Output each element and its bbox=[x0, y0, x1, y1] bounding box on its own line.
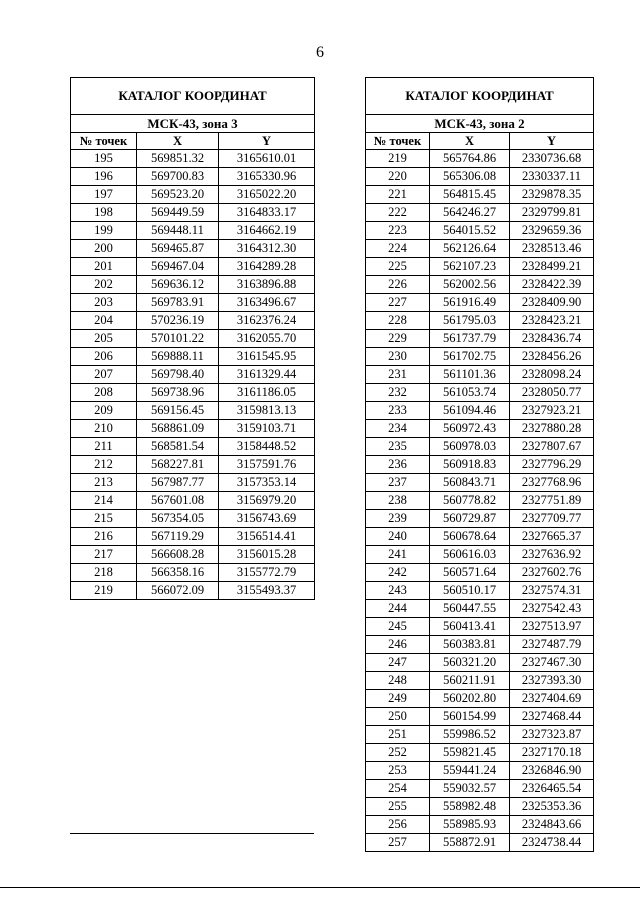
x-coordinate-cell: 560447.55 bbox=[430, 600, 510, 618]
x-coordinate-cell: 560978.03 bbox=[430, 438, 510, 456]
y-coordinate-cell: 2326465.54 bbox=[510, 780, 594, 798]
table-row bbox=[366, 330, 594, 348]
y-coordinate-cell: 2327513.97 bbox=[510, 618, 594, 636]
table-row bbox=[366, 510, 594, 528]
y-coordinate-cell: 3163496.67 bbox=[219, 294, 315, 312]
table-row bbox=[71, 222, 315, 240]
point-number-cell: 198 bbox=[71, 204, 137, 222]
x-coordinate-cell: 566072.09 bbox=[137, 582, 219, 600]
point-number-cell: 228 bbox=[366, 312, 430, 330]
x-coordinate-cell: 569888.11 bbox=[137, 348, 219, 366]
table-row bbox=[366, 204, 594, 222]
table-row bbox=[366, 258, 594, 276]
y-coordinate-cell: 2327665.37 bbox=[510, 528, 594, 546]
point-number-cell: 233 bbox=[366, 402, 430, 420]
x-coordinate-cell: 569700.83 bbox=[137, 168, 219, 186]
point-number-cell: 200 bbox=[71, 240, 137, 258]
x-coordinate-cell: 560154.99 bbox=[430, 708, 510, 726]
table-row bbox=[366, 528, 594, 546]
point-number-cell: 224 bbox=[366, 240, 430, 258]
x-coordinate-cell: 567119.29 bbox=[137, 528, 219, 546]
x-coordinate-cell: 560778.82 bbox=[430, 492, 510, 510]
point-number-cell: 226 bbox=[366, 276, 430, 294]
table-row bbox=[71, 582, 315, 600]
point-number-cell: 229 bbox=[366, 330, 430, 348]
y-coordinate-cell: 3157353.14 bbox=[219, 474, 315, 492]
table-row bbox=[366, 762, 594, 780]
x-coordinate-cell: 561053.74 bbox=[430, 384, 510, 402]
point-number-cell: 247 bbox=[366, 654, 430, 672]
y-coordinate-cell: 3157591.76 bbox=[219, 456, 315, 474]
point-number-cell: 246 bbox=[366, 636, 430, 654]
x-coordinate-cell: 567601.08 bbox=[137, 492, 219, 510]
point-number-cell: 239 bbox=[366, 510, 430, 528]
point-number-cell: 256 bbox=[366, 816, 430, 834]
y-coordinate-cell: 2327487.79 bbox=[510, 636, 594, 654]
table-row bbox=[366, 618, 594, 636]
table-row bbox=[71, 330, 315, 348]
y-coordinate-cell: 2327468.44 bbox=[510, 708, 594, 726]
x-coordinate-cell: 559441.24 bbox=[430, 762, 510, 780]
y-coordinate-cell: 3164289.28 bbox=[219, 258, 315, 276]
y-coordinate-cell: 2324843.66 bbox=[510, 816, 594, 834]
x-coordinate-cell: 569465.87 bbox=[137, 240, 219, 258]
point-number-cell: 207 bbox=[71, 366, 137, 384]
x-coordinate-cell: 561795.03 bbox=[430, 312, 510, 330]
coordinate-catalog-zone-2 bbox=[365, 77, 594, 852]
table-row bbox=[366, 420, 594, 438]
point-number-cell: 209 bbox=[71, 402, 137, 420]
table-row bbox=[366, 744, 594, 762]
y-coordinate-cell: 3163896.88 bbox=[219, 276, 315, 294]
x-coordinate-cell: 560202.80 bbox=[430, 690, 510, 708]
y-coordinate-cell: 2328513.46 bbox=[510, 240, 594, 258]
column-header-y: Y bbox=[219, 133, 315, 150]
x-coordinate-cell: 568581.54 bbox=[137, 438, 219, 456]
catalog-title: КАТАЛОГ КООРДИНАТ bbox=[71, 78, 315, 115]
point-number-cell: 236 bbox=[366, 456, 430, 474]
point-number-cell: 250 bbox=[366, 708, 430, 726]
table-row bbox=[366, 438, 594, 456]
y-coordinate-cell: 2327807.67 bbox=[510, 438, 594, 456]
point-number-cell: 242 bbox=[366, 564, 430, 582]
column-header-point: № точек bbox=[71, 133, 137, 150]
point-number-cell: 222 bbox=[366, 204, 430, 222]
table-row bbox=[71, 150, 315, 168]
y-coordinate-cell: 2330736.68 bbox=[510, 150, 594, 168]
y-coordinate-cell: 2327602.76 bbox=[510, 564, 594, 582]
point-number-cell: 205 bbox=[71, 330, 137, 348]
y-coordinate-cell: 2327170.18 bbox=[510, 744, 594, 762]
point-number-cell: 231 bbox=[366, 366, 430, 384]
y-coordinate-cell: 2325353.36 bbox=[510, 798, 594, 816]
y-coordinate-cell: 2327323.87 bbox=[510, 726, 594, 744]
x-coordinate-cell: 561094.46 bbox=[430, 402, 510, 420]
table-row bbox=[71, 312, 315, 330]
point-number-cell: 253 bbox=[366, 762, 430, 780]
x-coordinate-cell: 562126.64 bbox=[430, 240, 510, 258]
x-coordinate-cell: 565306.08 bbox=[430, 168, 510, 186]
x-coordinate-cell: 560510.17 bbox=[430, 582, 510, 600]
point-number-cell: 255 bbox=[366, 798, 430, 816]
table-row bbox=[71, 528, 315, 546]
x-coordinate-cell: 562002.56 bbox=[430, 276, 510, 294]
point-number-cell: 196 bbox=[71, 168, 137, 186]
y-coordinate-cell: 3159103.71 bbox=[219, 420, 315, 438]
table-row bbox=[366, 708, 594, 726]
x-coordinate-cell: 567354.05 bbox=[137, 510, 219, 528]
x-coordinate-cell: 569738.96 bbox=[137, 384, 219, 402]
x-coordinate-cell: 569783.91 bbox=[137, 294, 219, 312]
table-row bbox=[71, 564, 315, 582]
x-coordinate-cell: 566358.16 bbox=[137, 564, 219, 582]
y-coordinate-cell: 3155772.79 bbox=[219, 564, 315, 582]
point-number-cell: 206 bbox=[71, 348, 137, 366]
y-coordinate-cell: 3159813.13 bbox=[219, 402, 315, 420]
point-number-cell: 257 bbox=[366, 834, 430, 852]
point-number-cell: 197 bbox=[71, 186, 137, 204]
y-coordinate-cell: 2327709.77 bbox=[510, 510, 594, 528]
x-coordinate-cell: 560383.81 bbox=[430, 636, 510, 654]
column-header-x: X bbox=[137, 133, 219, 150]
point-number-cell: 201 bbox=[71, 258, 137, 276]
x-coordinate-cell: 560413.41 bbox=[430, 618, 510, 636]
y-coordinate-cell: 2328436.74 bbox=[510, 330, 594, 348]
table-row bbox=[71, 276, 315, 294]
point-number-cell: 208 bbox=[71, 384, 137, 402]
table-row bbox=[366, 780, 594, 798]
table-row bbox=[71, 258, 315, 276]
point-number-cell: 254 bbox=[366, 780, 430, 798]
table-row bbox=[366, 348, 594, 366]
x-coordinate-cell: 570101.22 bbox=[137, 330, 219, 348]
table-row bbox=[71, 384, 315, 402]
point-number-cell: 199 bbox=[71, 222, 137, 240]
y-coordinate-cell: 2327923.21 bbox=[510, 402, 594, 420]
y-coordinate-cell: 3161186.05 bbox=[219, 384, 315, 402]
point-number-cell: 225 bbox=[366, 258, 430, 276]
x-coordinate-cell: 559032.57 bbox=[430, 780, 510, 798]
point-number-cell: 230 bbox=[366, 348, 430, 366]
y-coordinate-cell: 3161545.95 bbox=[219, 348, 315, 366]
point-number-cell: 221 bbox=[366, 186, 430, 204]
table-row bbox=[366, 546, 594, 564]
x-coordinate-cell: 569156.45 bbox=[137, 402, 219, 420]
x-coordinate-cell: 558982.48 bbox=[430, 798, 510, 816]
x-coordinate-cell: 564815.45 bbox=[430, 186, 510, 204]
y-coordinate-cell: 3164833.17 bbox=[219, 204, 315, 222]
footer-divider bbox=[70, 833, 314, 834]
point-number-cell: 202 bbox=[71, 276, 137, 294]
x-coordinate-cell: 569448.11 bbox=[137, 222, 219, 240]
point-number-cell: 211 bbox=[71, 438, 137, 456]
y-coordinate-cell: 2327751.89 bbox=[510, 492, 594, 510]
y-coordinate-cell: 3162055.70 bbox=[219, 330, 315, 348]
point-number-cell: 227 bbox=[366, 294, 430, 312]
y-coordinate-cell: 3156979.20 bbox=[219, 492, 315, 510]
table-row bbox=[366, 456, 594, 474]
x-coordinate-cell: 558872.91 bbox=[430, 834, 510, 852]
x-coordinate-cell: 559821.45 bbox=[430, 744, 510, 762]
y-coordinate-cell: 3165022.20 bbox=[219, 186, 315, 204]
x-coordinate-cell: 561101.36 bbox=[430, 366, 510, 384]
x-coordinate-cell: 564015.52 bbox=[430, 222, 510, 240]
table-row bbox=[366, 834, 594, 852]
y-coordinate-cell: 2327404.69 bbox=[510, 690, 594, 708]
y-coordinate-cell: 2326846.90 bbox=[510, 762, 594, 780]
table-row bbox=[366, 600, 594, 618]
y-coordinate-cell: 2328499.21 bbox=[510, 258, 594, 276]
table-row bbox=[71, 492, 315, 510]
point-number-cell: 232 bbox=[366, 384, 430, 402]
point-number-cell: 234 bbox=[366, 420, 430, 438]
x-coordinate-cell: 560571.64 bbox=[430, 564, 510, 582]
y-coordinate-cell: 2327393.30 bbox=[510, 672, 594, 690]
table-row bbox=[71, 402, 315, 420]
table-row bbox=[366, 222, 594, 240]
x-coordinate-cell: 561702.75 bbox=[430, 348, 510, 366]
x-coordinate-cell: 568861.09 bbox=[137, 420, 219, 438]
table-row bbox=[366, 816, 594, 834]
x-coordinate-cell: 569467.04 bbox=[137, 258, 219, 276]
point-number-cell: 248 bbox=[366, 672, 430, 690]
x-coordinate-cell: 560678.64 bbox=[430, 528, 510, 546]
y-coordinate-cell: 2324738.44 bbox=[510, 834, 594, 852]
point-number-cell: 218 bbox=[71, 564, 137, 582]
x-coordinate-cell: 565764.86 bbox=[430, 150, 510, 168]
table-row bbox=[366, 636, 594, 654]
table-row bbox=[71, 420, 315, 438]
y-coordinate-cell: 2330337.11 bbox=[510, 168, 594, 186]
table-row bbox=[366, 384, 594, 402]
table-row bbox=[71, 240, 315, 258]
y-coordinate-cell: 2328409.90 bbox=[510, 294, 594, 312]
x-coordinate-cell: 558985.93 bbox=[430, 816, 510, 834]
y-coordinate-cell: 3165610.01 bbox=[219, 150, 315, 168]
x-coordinate-cell: 560321.20 bbox=[430, 654, 510, 672]
table-row bbox=[366, 168, 594, 186]
catalog-zone: МСК-43, зона 3 bbox=[71, 115, 315, 133]
point-number-cell: 249 bbox=[366, 690, 430, 708]
table-row bbox=[366, 186, 594, 204]
point-number-cell: 219 bbox=[366, 150, 430, 168]
x-coordinate-cell: 560918.83 bbox=[430, 456, 510, 474]
table-row bbox=[366, 690, 594, 708]
y-coordinate-cell: 3158448.52 bbox=[219, 438, 315, 456]
point-number-cell: 212 bbox=[71, 456, 137, 474]
table-row bbox=[366, 798, 594, 816]
x-coordinate-cell: 569851.32 bbox=[137, 150, 219, 168]
table-row bbox=[366, 672, 594, 690]
table-row bbox=[71, 366, 315, 384]
point-number-cell: 235 bbox=[366, 438, 430, 456]
table-row bbox=[366, 150, 594, 168]
x-coordinate-cell: 559986.52 bbox=[430, 726, 510, 744]
table-row bbox=[71, 510, 315, 528]
table-row bbox=[366, 240, 594, 258]
x-coordinate-cell: 569798.40 bbox=[137, 366, 219, 384]
point-number-cell: 203 bbox=[71, 294, 137, 312]
y-coordinate-cell: 3156514.41 bbox=[219, 528, 315, 546]
y-coordinate-cell: 2327796.29 bbox=[510, 456, 594, 474]
y-coordinate-cell: 2328098.24 bbox=[510, 366, 594, 384]
y-coordinate-cell: 2327880.28 bbox=[510, 420, 594, 438]
y-coordinate-cell: 3155493.37 bbox=[219, 582, 315, 600]
y-coordinate-cell: 2327574.31 bbox=[510, 582, 594, 600]
x-coordinate-cell: 569523.20 bbox=[137, 186, 219, 204]
point-number-cell: 245 bbox=[366, 618, 430, 636]
table-row bbox=[71, 294, 315, 312]
table-row bbox=[366, 492, 594, 510]
point-number-cell: 220 bbox=[366, 168, 430, 186]
point-number-cell: 215 bbox=[71, 510, 137, 528]
catalog-zone: МСК-43, зона 2 bbox=[366, 115, 594, 133]
table-row bbox=[366, 654, 594, 672]
y-coordinate-cell: 2327542.43 bbox=[510, 600, 594, 618]
column-header-x: X bbox=[430, 133, 510, 150]
point-number-cell: 214 bbox=[71, 492, 137, 510]
point-number-cell: 213 bbox=[71, 474, 137, 492]
y-coordinate-cell: 3161329.44 bbox=[219, 366, 315, 384]
table-row bbox=[71, 546, 315, 564]
y-coordinate-cell: 3164312.30 bbox=[219, 240, 315, 258]
x-coordinate-cell: 560616.03 bbox=[430, 546, 510, 564]
y-coordinate-cell: 2327768.96 bbox=[510, 474, 594, 492]
table-row bbox=[366, 312, 594, 330]
point-number-cell: 243 bbox=[366, 582, 430, 600]
y-coordinate-cell: 3165330.96 bbox=[219, 168, 315, 186]
point-number-cell: 237 bbox=[366, 474, 430, 492]
table-row bbox=[71, 474, 315, 492]
table-row bbox=[366, 366, 594, 384]
x-coordinate-cell: 560729.87 bbox=[430, 510, 510, 528]
y-coordinate-cell: 3164662.19 bbox=[219, 222, 315, 240]
point-number-cell: 252 bbox=[366, 744, 430, 762]
x-coordinate-cell: 560972.43 bbox=[430, 420, 510, 438]
y-coordinate-cell: 2329659.36 bbox=[510, 222, 594, 240]
y-coordinate-cell: 3156015.28 bbox=[219, 546, 315, 564]
table-row bbox=[71, 456, 315, 474]
table-row bbox=[366, 564, 594, 582]
y-coordinate-cell: 2327636.92 bbox=[510, 546, 594, 564]
y-coordinate-cell: 2328422.39 bbox=[510, 276, 594, 294]
point-number-cell: 244 bbox=[366, 600, 430, 618]
x-coordinate-cell: 561737.79 bbox=[430, 330, 510, 348]
y-coordinate-cell: 2328456.26 bbox=[510, 348, 594, 366]
table-row bbox=[71, 204, 315, 222]
point-number-cell: 217 bbox=[71, 546, 137, 564]
x-coordinate-cell: 566608.28 bbox=[137, 546, 219, 564]
x-coordinate-cell: 562107.23 bbox=[430, 258, 510, 276]
x-coordinate-cell: 560211.91 bbox=[430, 672, 510, 690]
x-coordinate-cell: 561916.49 bbox=[430, 294, 510, 312]
x-coordinate-cell: 568227.81 bbox=[137, 456, 219, 474]
page-bottom-rule bbox=[0, 887, 640, 888]
catalog-title: КАТАЛОГ КООРДИНАТ bbox=[366, 78, 594, 115]
coordinate-catalog-zone-3 bbox=[70, 77, 315, 600]
point-number-cell: 223 bbox=[366, 222, 430, 240]
table-row bbox=[71, 186, 315, 204]
x-coordinate-cell: 570236.19 bbox=[137, 312, 219, 330]
x-coordinate-cell: 567987.77 bbox=[137, 474, 219, 492]
x-coordinate-cell: 569636.12 bbox=[137, 276, 219, 294]
x-coordinate-cell: 564246.27 bbox=[430, 204, 510, 222]
table-row bbox=[366, 582, 594, 600]
point-number-cell: 195 bbox=[71, 150, 137, 168]
point-number-cell: 219 bbox=[71, 582, 137, 600]
point-number-cell: 251 bbox=[366, 726, 430, 744]
page-number: 6 bbox=[316, 44, 324, 61]
point-number-cell: 240 bbox=[366, 528, 430, 546]
y-coordinate-cell: 2329799.81 bbox=[510, 204, 594, 222]
point-number-cell: 238 bbox=[366, 492, 430, 510]
table-row bbox=[71, 438, 315, 456]
column-header-y: Y bbox=[510, 133, 594, 150]
point-number-cell: 210 bbox=[71, 420, 137, 438]
table-row bbox=[366, 276, 594, 294]
y-coordinate-cell: 2328423.21 bbox=[510, 312, 594, 330]
y-coordinate-cell: 2329878.35 bbox=[510, 186, 594, 204]
table-row bbox=[71, 348, 315, 366]
table-row bbox=[366, 402, 594, 420]
x-coordinate-cell: 569449.59 bbox=[137, 204, 219, 222]
table-row bbox=[71, 168, 315, 186]
y-coordinate-cell: 3162376.24 bbox=[219, 312, 315, 330]
y-coordinate-cell: 2327467.30 bbox=[510, 654, 594, 672]
table-row bbox=[366, 726, 594, 744]
y-coordinate-cell: 3156743.69 bbox=[219, 510, 315, 528]
column-header-point: № точек bbox=[366, 133, 430, 150]
point-number-cell: 204 bbox=[71, 312, 137, 330]
table-row bbox=[366, 474, 594, 492]
x-coordinate-cell: 560843.71 bbox=[430, 474, 510, 492]
point-number-cell: 216 bbox=[71, 528, 137, 546]
y-coordinate-cell: 2328050.77 bbox=[510, 384, 594, 402]
table-row bbox=[366, 294, 594, 312]
point-number-cell: 241 bbox=[366, 546, 430, 564]
